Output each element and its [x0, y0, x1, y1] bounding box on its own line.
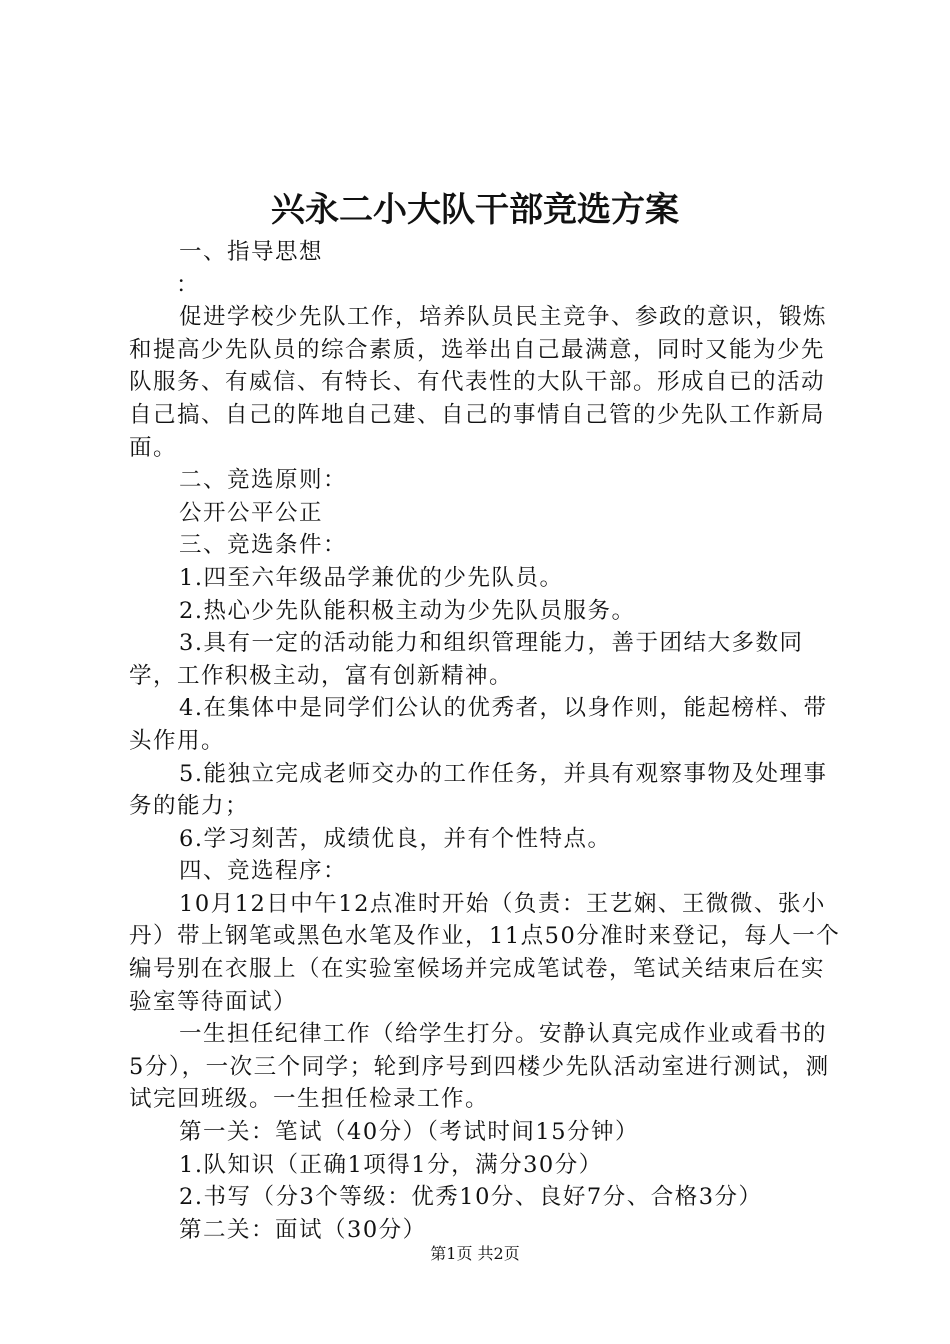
page-title: 兴永二小大队干部竞选方案: [271, 190, 679, 230]
condition-item-1: 1.四至六年级品学兼优的少先队员。: [179, 564, 564, 591]
condition-item-4: 4.在集体中是同学们公认的优秀者，以身作则，能起榜样、带头作用。: [129, 695, 828, 754]
paragraph-principles: 公开公平公正: [179, 499, 324, 526]
paragraph-purpose: 促进学校少先队工作，培养队员民主竞争、参政的意识，锻炼和提高少先队员的综合素质，选举出自己最满意，同时又能为少先队服务、有威信、有特长、有代表性的大队干部。形成自已的活动自己搞、自己的阵地自己建、自己的事情自己管的少先队工作新局面。: [129, 304, 828, 461]
section-heading-principles: 二、竞选原则：: [179, 467, 348, 494]
stage-one-item-2: 2.书写（分3个等级：优秀10分、良好7分、合格3分）: [179, 1184, 763, 1211]
section-heading-procedure: 四、竞选程序：: [179, 858, 348, 885]
page-footer: 第1页 共2页: [430, 1244, 520, 1263]
stage-two-heading: 第二关：面试（30分）: [179, 1216, 427, 1243]
condition-item-6: 6.学习刻苦，成绩优良，并有个性特点。: [179, 825, 612, 852]
paragraph-procedure-duties: 一生担任纪律工作（给学生打分。安静认真完成作业或看书的5分），一次三个同学；轮到序号到四楼少先队活动室进行测试，测试完回班级。一生担任检录工作。: [129, 1021, 830, 1113]
condition-item-3: 3.具有一定的活动能力和组织管理能力，善于团结大多数同学，工作积极主动，富有创新精神。: [129, 630, 804, 689]
stage-one-heading: 第一关：笔试（40分）（考试时间15分钟）: [179, 1119, 640, 1146]
colon-line: ：: [176, 271, 201, 298]
condition-item-2: 2.热心少先队能积极主动为少先队员服务。: [179, 597, 636, 624]
section-heading-guiding-thought: 一、指导思想: [179, 239, 324, 265]
section-heading-conditions: 三、竞选条件：: [179, 532, 348, 559]
condition-item-5: 5.能独立完成老师交办的工作任务，并具有观察事物及处理事务的能力；: [129, 760, 828, 820]
document-body: [129, 236, 841, 1246]
stage-one-item-1: 1.队知识（正确1项得1分，满分30分）: [179, 1151, 603, 1178]
paragraph-procedure-schedule: 10月12日中午12点准时开始（负责：王艺娴、王微微、张小丹）带上钢笔或黑色水笔及作业，11点50分准时来登记，每人一个编号别在衣服上（在实验室候场并完成笔试卷，笔试关结束后在实验室等待面试）: [129, 890, 841, 1015]
